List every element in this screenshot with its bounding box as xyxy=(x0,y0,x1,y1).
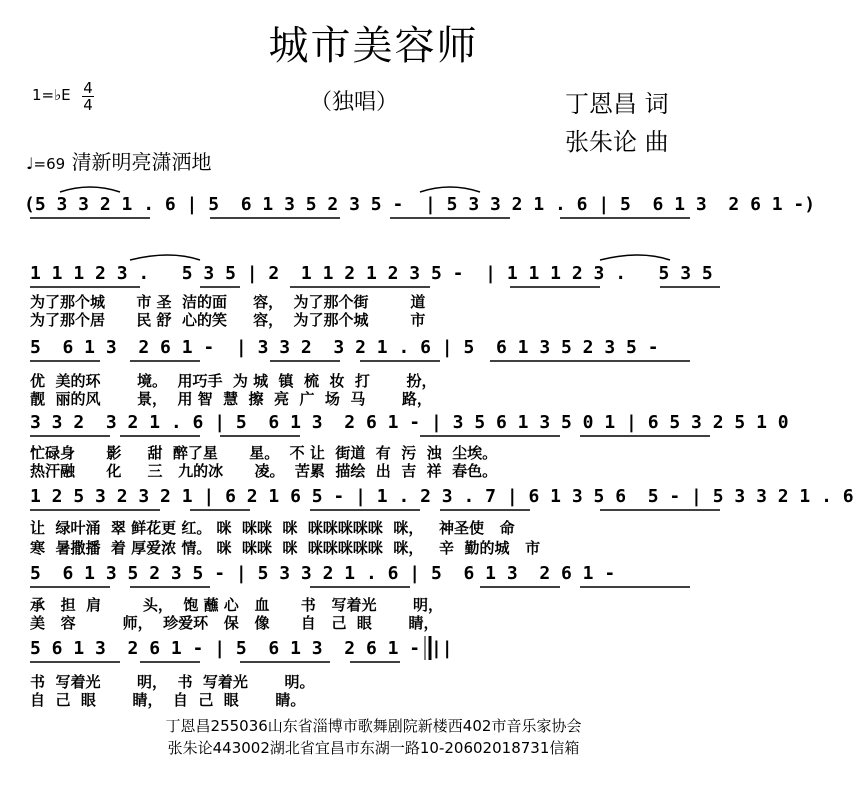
intro-notation: (5 3 3 2 1 . 6 | 5 6 1 3 5 2 3 5 - | 5 3 3 2 1 . 6 | 5 6 1 3 2 6 1 -) xyxy=(24,194,816,215)
line6-notation: 5 6 1 3 2 6 1 - | 5 6 1 3 2 6 1 - || xyxy=(30,638,453,659)
line5-lyric-verse1: 承 担 肩 头， 饱 蘸 心 血 书 写着光 明， xyxy=(30,596,443,614)
line5-notation: 5 6 1 3 5 2 3 5 - | 5 3 3 2 1 . 6 | 5 6 1 3 2 6 1 - xyxy=(30,563,616,584)
line2-lyric-verse1: 优 美的环 境。 用巧手 为 城 镇 梳 妆 打 扮， xyxy=(30,372,437,390)
line1-lyric-verse1: 为了那个城 市 圣 洁的面 容， 为了那个街 道 xyxy=(30,293,426,311)
line6-lyric-verse1: 书 写着光 明， 书 写着光 明。 xyxy=(30,673,315,691)
footer-contact-composer: 张朱论443002湖北省宜昌市东湖一路10-20602018731信箱 xyxy=(167,739,580,757)
line5-lyric-verse2: 美 容 师， 珍爱环 保 像 自 己 眼 睛， xyxy=(30,614,439,632)
line1-notation: 1 1 1 2 3 . 5 3 5 | 2 1 1 2 1 2 3 5 - | 1 1 1 2 3 . 5 3 5 xyxy=(30,263,713,284)
line4-notation: 1 2 5 3 2 3 2 1 | 6 2 1 6 5 - | 1 . 2 3 . 7 | 6 1 3 5 6 5 - | 5 3 3 2 1 . 6 xyxy=(30,486,854,507)
lyricist-credit: 丁恩昌 词 xyxy=(565,90,669,118)
key-signature: 1=♭E xyxy=(32,86,71,104)
line2-notation: 5 6 1 3 2 6 1 - | 3 3 2 3 2 1 . 6 | 5 6 1 3 5 2 3 5 - xyxy=(30,337,659,358)
line6-lyric-verse2: 自 己 眼 睛， 自 己 眼 睛。 xyxy=(30,691,306,709)
line4-lyric-verse2: 寒 暑撒播 着 厚爱浓 情。 咪 咪咪 咪 咪咪咪咪咪 咪， 辛 勤的城 市 xyxy=(30,539,541,557)
time-signature-top: 4 xyxy=(83,79,93,97)
song-subtitle: （独唱） xyxy=(310,90,399,115)
composer-credit: 张朱论 曲 xyxy=(565,128,669,156)
line3-lyric-verse2: 热汗融 化 三 九的冰 凌。 苦累 描绘 出 吉 祥 春色。 xyxy=(30,462,498,480)
line2-lyric-verse2: 靓 丽的风 景， 用 智 慧 擦 亮 广 场 马 路， xyxy=(30,390,432,408)
time-signature-bottom: 4 xyxy=(83,96,93,114)
footer-contact-lyricist: 丁恩昌255036山东省淄博市歌舞剧院新楼西402市音乐家协会 xyxy=(165,717,582,735)
line4-lyric-verse1: 让 绿叶涌 翠 鲜花更 红。 咪 咪咪 咪 咪咪咪咪咪 咪， 神圣使 命 xyxy=(30,519,515,537)
line3-lyric-verse1: 忙碌身 影 甜 醉了星 星。 不 让 街道 有 污 浊 尘埃。 xyxy=(30,444,498,462)
line1-lyric-verse2: 为了那个居 民 舒 心的笑 容， 为了那个城 市 xyxy=(30,311,426,329)
song-title: 城市美容师 xyxy=(268,23,479,69)
tempo-expression: 清新明亮潇洒地 xyxy=(71,150,212,174)
quarter-note-icon: ♩ xyxy=(26,154,34,173)
line3-notation: 3 3 2 3 2 1 . 6 | 5 6 1 3 2 6 1 - | 3 5 6 1 3 5 0 1 | 6 5 3 2 5 1 0 xyxy=(30,412,789,433)
tempo-value: =69 xyxy=(33,155,66,173)
